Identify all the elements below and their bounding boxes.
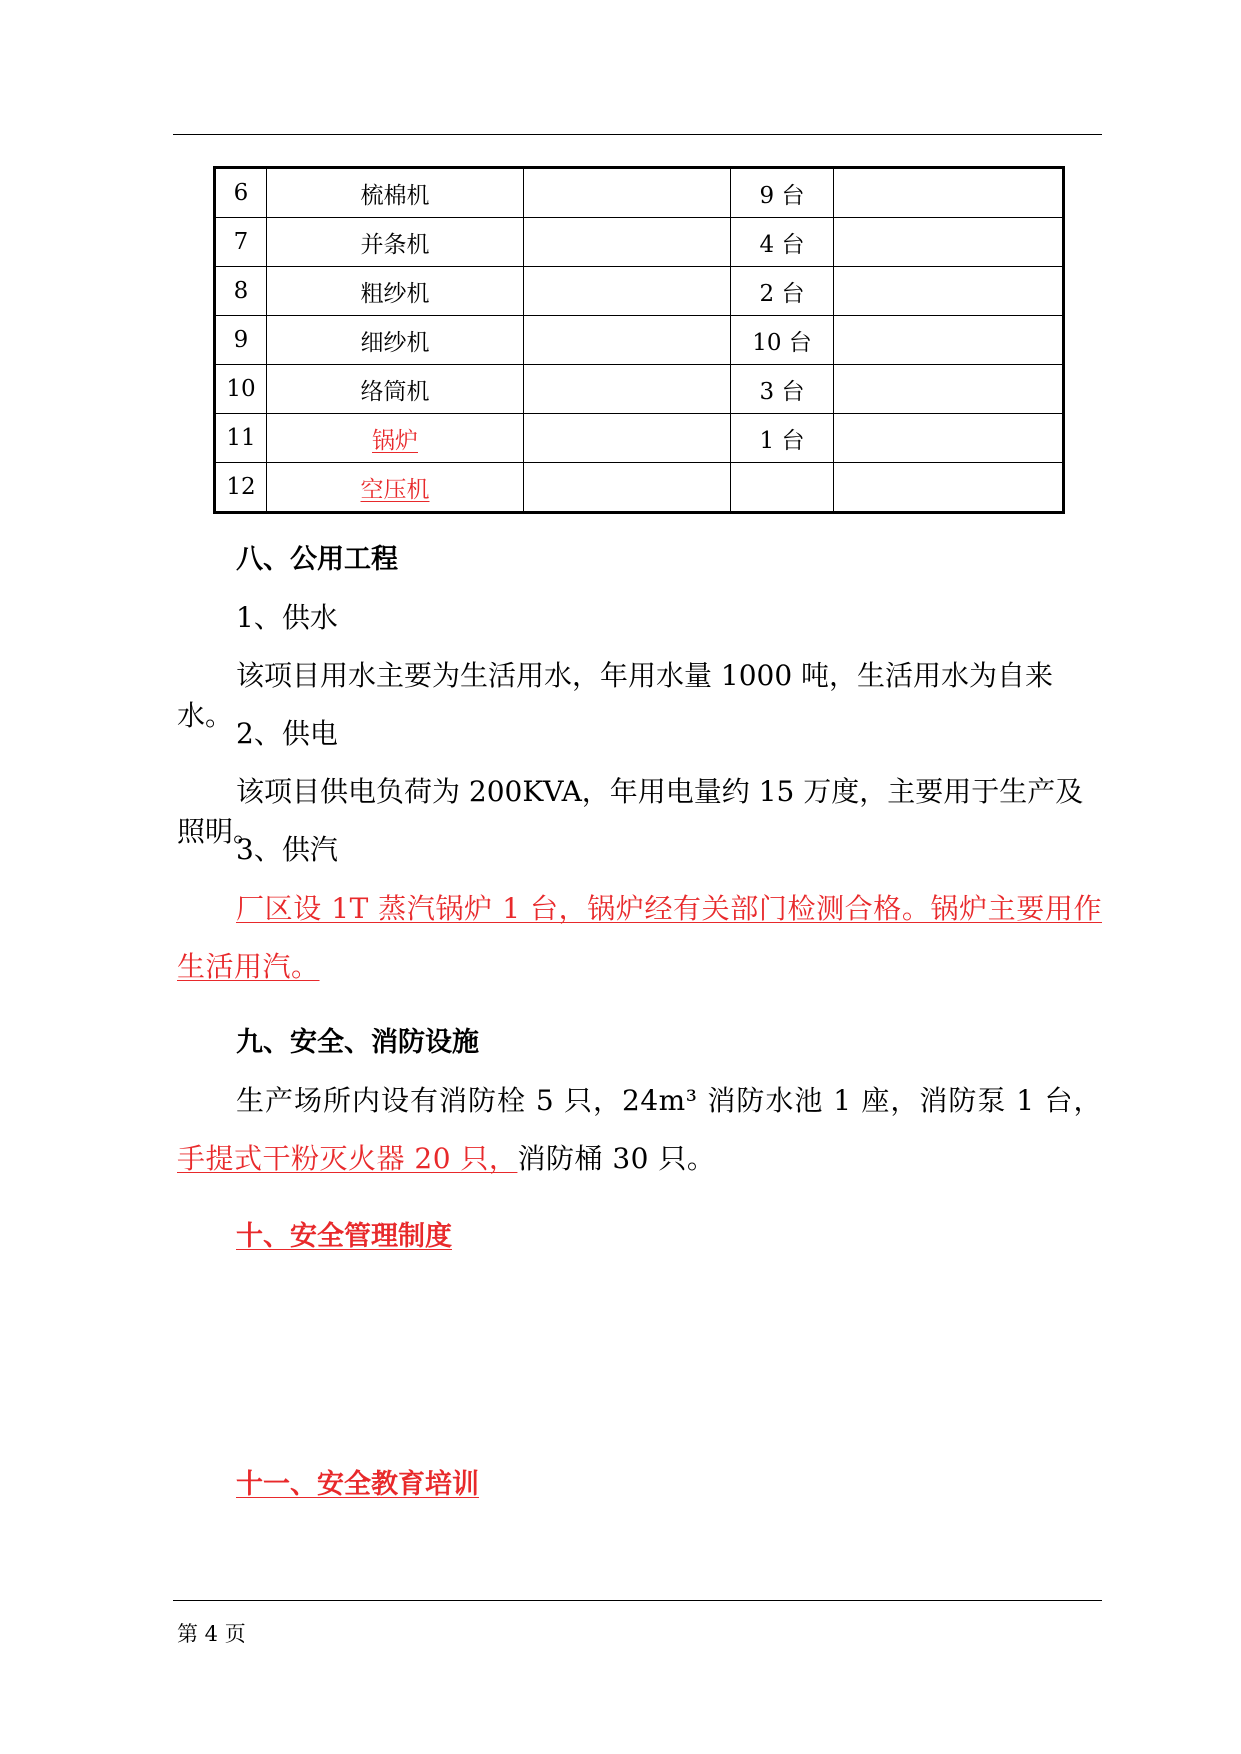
equipment-table — [213, 166, 1065, 514]
section-9-text — [177, 1072, 1102, 1188]
equipment-spec — [524, 168, 731, 218]
revision-text: 锅炉 — [372, 427, 418, 454]
equipment-note — [834, 316, 1064, 365]
section-8-power-text: 该项目供电负荷为 200KVA，年用电量约 15 万度，主要用于生产及照明。 — [177, 775, 1084, 848]
fire-facilities-text: 生产场所内设有消防栓 5 只，24m³ 消防水池 1 座，消防泵 1 台， — [236, 1084, 1102, 1117]
equipment-quantity — [731, 463, 834, 513]
equipment-table-body — [215, 168, 1064, 513]
equipment-name: 粗纱机 — [267, 267, 524, 316]
section-11-heading — [177, 1462, 1102, 1501]
row-number: 11 — [215, 414, 267, 463]
table-row — [215, 168, 1064, 218]
header-rule — [173, 134, 1102, 135]
page-number: 第 4 页 — [177, 1622, 246, 1646]
equipment-spec — [524, 365, 731, 414]
equipment-name: 络筒机 — [267, 365, 524, 414]
equipment-name — [267, 414, 524, 463]
section-8-steam-text — [177, 880, 1102, 996]
equipment-spec — [524, 316, 731, 365]
footer-rule — [173, 1600, 1102, 1601]
row-number: 10 — [215, 365, 267, 414]
equipment-name: 并条机 — [267, 218, 524, 267]
revision-text: 空压机 — [360, 476, 430, 503]
equipment-quantity: 4 台 — [731, 218, 834, 267]
section-8-sub-power: 2、供电 — [236, 717, 338, 750]
table-row — [215, 414, 1064, 463]
equipment-spec — [524, 463, 731, 513]
section-8-heading: 八、公用工程 — [236, 544, 398, 575]
row-number: 9 — [215, 316, 267, 365]
section-10-heading — [177, 1214, 1102, 1253]
section-8-sub-water: 1、供水 — [236, 601, 338, 634]
section-9-heading: 九、安全、消防设施 — [236, 1027, 479, 1058]
revision-heading: 十一、安全教育培训 — [236, 1469, 479, 1500]
section-8-sub-steam: 3、供汽 — [236, 833, 338, 866]
revision-text: 厂区设 1T 蒸汽锅炉 1 台，锅炉经有关部门检测合格。锅炉主要用作生活用汽。 — [177, 892, 1102, 983]
row-number: 8 — [215, 267, 267, 316]
revision-heading: 十、安全管理制度 — [236, 1221, 452, 1252]
equipment-name — [267, 463, 524, 513]
equipment-name: 梳棉机 — [267, 168, 524, 218]
equipment-note — [834, 218, 1064, 267]
row-number: 6 — [215, 168, 267, 218]
equipment-quantity: 10 台 — [731, 316, 834, 365]
table-row — [215, 218, 1064, 267]
equipment-note — [834, 414, 1064, 463]
equipment-name: 细纱机 — [267, 316, 524, 365]
table-row — [215, 316, 1064, 365]
equipment-quantity: 2 台 — [731, 267, 834, 316]
equipment-note — [834, 365, 1064, 414]
equipment-note — [834, 463, 1064, 513]
equipment-note — [834, 267, 1064, 316]
table-row — [215, 267, 1064, 316]
equipment-quantity: 9 台 — [731, 168, 834, 218]
section-8-water-text: 该项目用水主要为生活用水，年用水量 1000 吨，生活用水为自来水。 — [177, 659, 1054, 732]
fire-bucket-text: 消防桶 30 只。 — [517, 1142, 716, 1175]
equipment-quantity: 3 台 — [731, 365, 834, 414]
row-number: 7 — [215, 218, 267, 267]
equipment-quantity: 1 台 — [731, 414, 834, 463]
equipment-spec — [524, 414, 731, 463]
table-row — [215, 463, 1064, 513]
equipment-spec — [524, 267, 731, 316]
row-number: 12 — [215, 463, 267, 513]
equipment-spec — [524, 218, 731, 267]
equipment-note — [834, 168, 1064, 218]
table-row — [215, 365, 1064, 414]
revision-text: 手提式干粉灭火器 20 只， — [177, 1142, 518, 1175]
